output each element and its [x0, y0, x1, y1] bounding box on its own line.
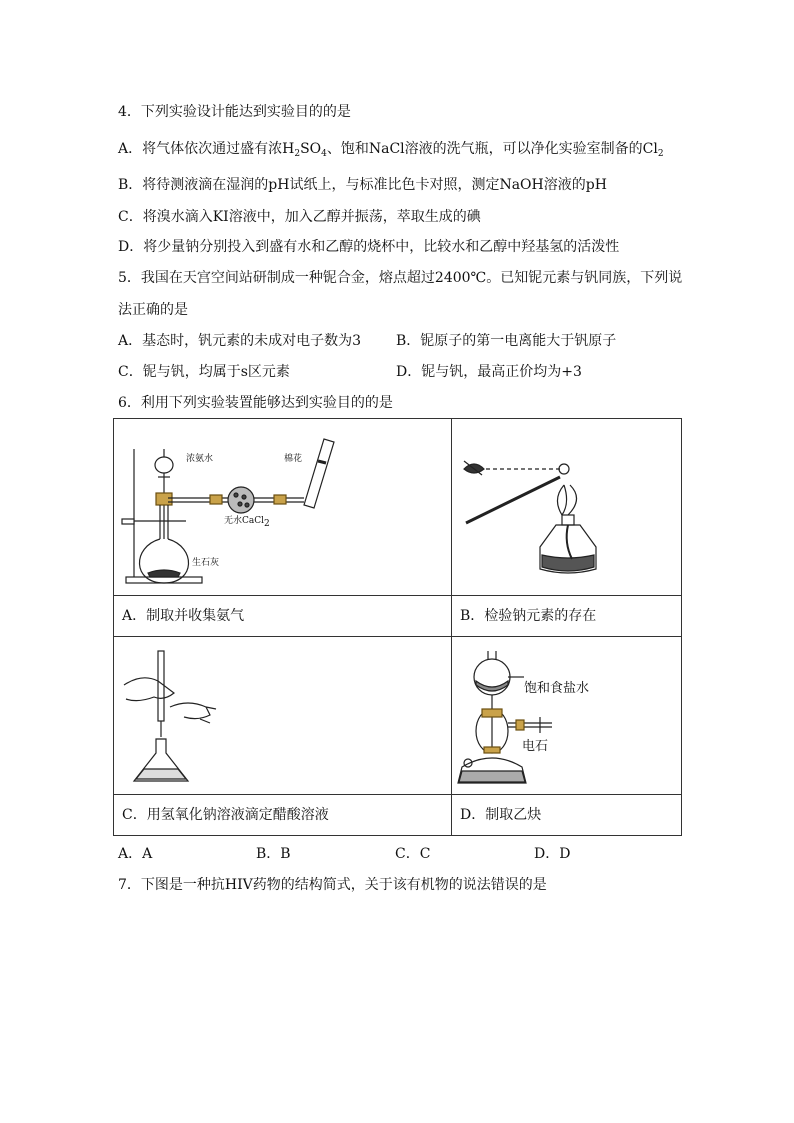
q4-option-a: A．将气体依次通过盛有浓$H_2SO_4$、饱和NaCl溶液的洗气瓶，可以净化实验室制备的$Cl_2$: [118, 141, 664, 159]
q6-answer-a: A．A: [118, 846, 153, 862]
q4-stem: 4．下列实验设计能达到实验目的的是: [118, 104, 351, 120]
q4-option-c: C．将溴水滴入KI溶液中，加入乙醇并振荡，萃取生成的碘: [118, 209, 481, 225]
label-anhydrous-cacl2: 无水CaCl$_2$: [224, 516, 270, 529]
q4-option-b: B．将待测液滴在湿润的pH试纸上，与标准比色卡对照，测定NaOH溶液的pH: [118, 177, 607, 193]
caption-c: C．用氢氧化钠溶液滴定醋酸溶液: [114, 795, 452, 836]
q6-answer-d: D．D: [534, 846, 571, 862]
apparatus-table: [113, 418, 682, 836]
label-quicklime: 生石灰: [192, 558, 220, 568]
label-conc-ammonia: 浓氨水: [186, 454, 214, 464]
q5-option-c: C．铌与钒，均属于s区元素: [118, 364, 290, 380]
q5-stem-line1: 5．我国在天宫空间站研制成一种铌合金，熔点超过2400℃。已知铌元素与钒同族，下列说: [118, 270, 683, 286]
ammonia-apparatus-drawing: [114, 419, 451, 595]
q5-option-d: D．铌与钒，最高正价均为+3: [396, 364, 582, 380]
caption-a: A．制取并收集氨气: [114, 596, 452, 637]
q7-stem: 7．下图是一种抗HIV药物的结构简式，关于该有机物的说法错误的是: [118, 877, 547, 893]
q6-answer-c: C．C: [395, 846, 431, 862]
apparatus-d-figure: [452, 637, 682, 795]
q5-option-b: B．铌原子的第一电离能大于钒原子: [396, 333, 617, 349]
apparatus-a-figure: [114, 419, 452, 596]
label-saturated-brine: 饱和食盐水: [524, 681, 590, 696]
q4-option-d: D．将少量钠分别投入到盛有水和乙醇的烧杯中，比较水和乙醇中羟基氢的活泼性: [118, 239, 620, 255]
q5-option-a: A．基态时，钒元素的未成对电子数为3: [118, 333, 362, 349]
caption-d: D．制取乙炔: [452, 795, 682, 836]
caption-b: B．检验钠元素的存在: [452, 596, 682, 637]
acetylene-apparatus-drawing: [452, 637, 682, 794]
label-calcium-carbide: 电石: [522, 739, 549, 754]
q5-stem-line2: 法正确的是: [118, 302, 188, 318]
q6-answer-b: B．B: [256, 846, 291, 862]
apparatus-c-figure: [114, 637, 452, 795]
titration-drawing: [114, 637, 451, 794]
apparatus-b-figure: [452, 419, 682, 596]
label-cotton: 棉花: [284, 454, 303, 464]
flame-test-drawing: [452, 419, 682, 595]
q6-stem: 6．利用下列实验装置能够达到实验目的的是: [118, 395, 393, 411]
